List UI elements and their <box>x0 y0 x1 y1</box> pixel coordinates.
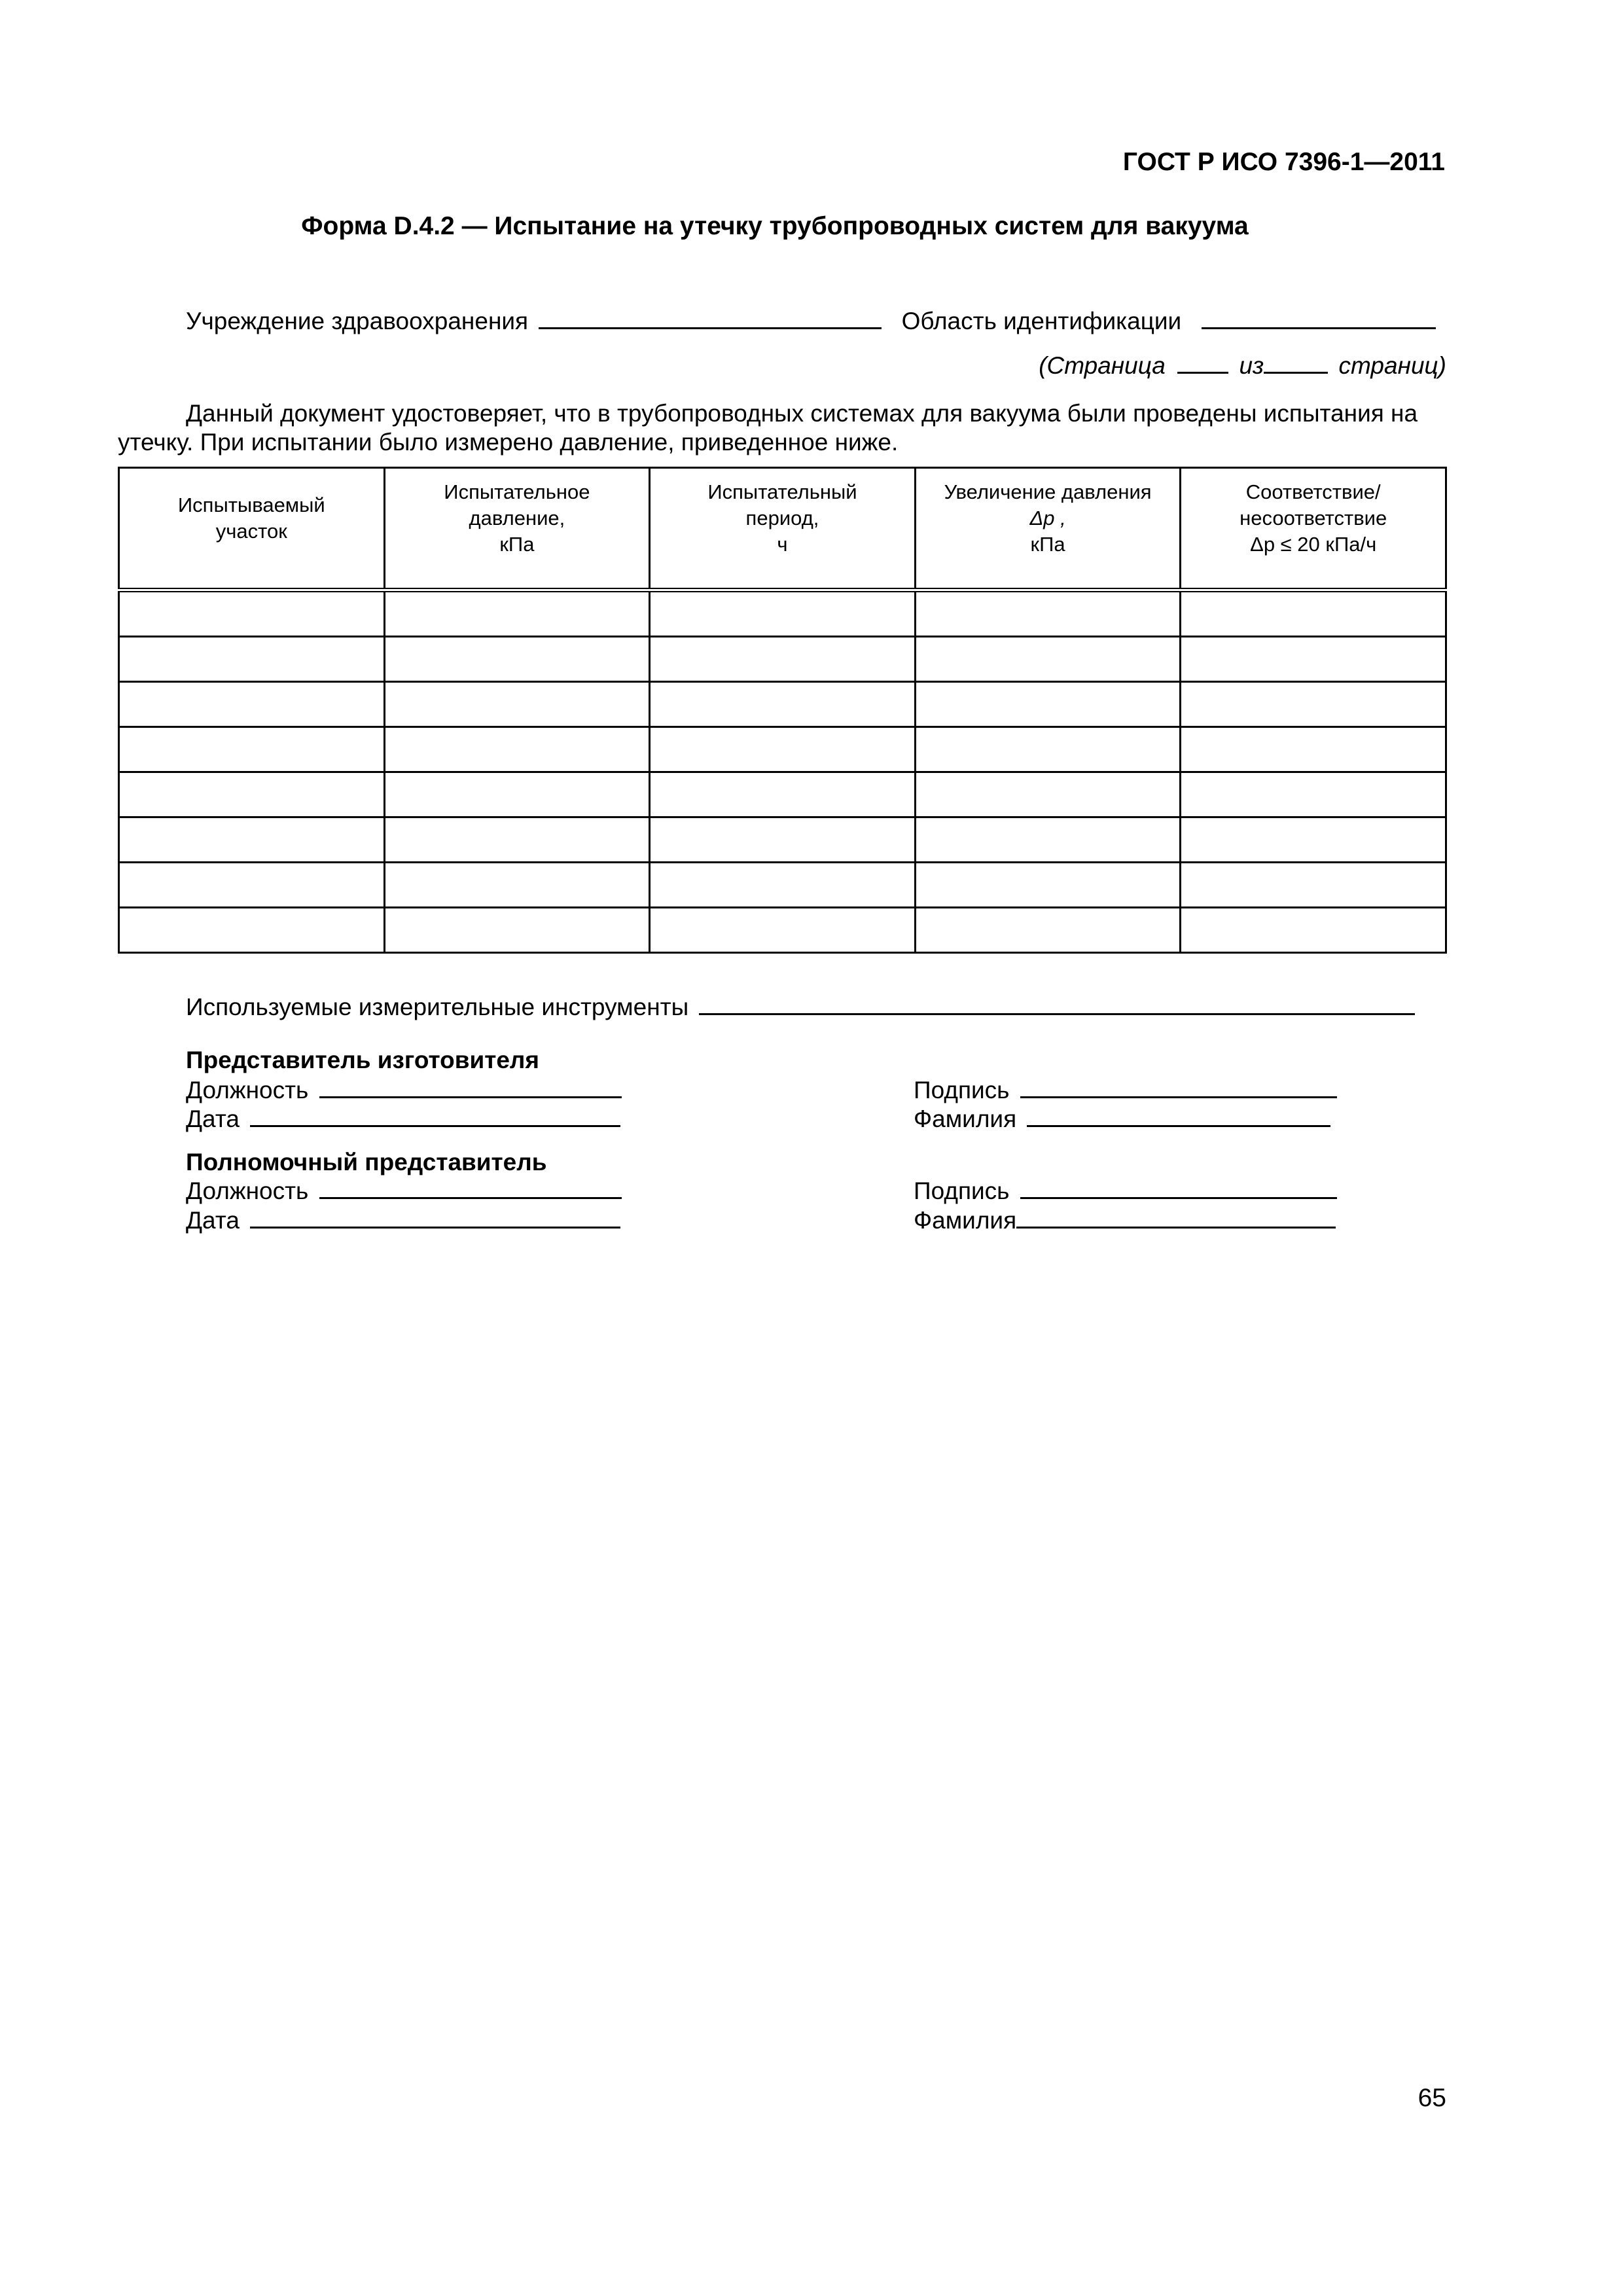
area-blank[interactable] <box>1202 308 1436 329</box>
table-cell[interactable] <box>384 817 650 863</box>
institution-label: Учреждение здравоохранения <box>186 308 529 334</box>
table-cell[interactable] <box>650 817 916 863</box>
table-cell[interactable] <box>1181 590 1446 637</box>
header-text: Испытательный <box>707 480 857 503</box>
manufacturer-surname-row <box>914 1105 1330 1134</box>
header-text: кПа <box>1030 533 1065 556</box>
page-number-blank[interactable] <box>1177 352 1228 374</box>
authorized-position-row <box>186 1177 622 1206</box>
header-pressure-increase <box>915 468 1181 590</box>
authorized-position-label: Должность <box>186 1177 309 1204</box>
page-close-label: страниц) <box>1338 352 1446 379</box>
header-text: участок <box>215 520 287 543</box>
table-row <box>119 590 1446 637</box>
authorized-date-row <box>186 1206 620 1235</box>
table-cell[interactable] <box>119 817 385 863</box>
table-cell[interactable] <box>1181 772 1446 817</box>
paragraph-line-1: Данный документ удостоверяет, что в трубопроводных системах для вакуума были проведены испытания на <box>186 400 1418 427</box>
header-text: Испытываемый <box>177 493 325 516</box>
header-text: ч <box>777 533 788 556</box>
table-row <box>119 817 1446 863</box>
header-text: Соответствие/ <box>1245 480 1381 503</box>
institution-row <box>186 307 1436 336</box>
table-cell[interactable] <box>384 908 650 953</box>
authorized-heading: Полномочный представитель <box>186 1149 547 1175</box>
table-cell[interactable] <box>915 637 1181 682</box>
table-cell[interactable] <box>1181 682 1446 727</box>
table-cell[interactable] <box>915 908 1181 953</box>
instruments-blank[interactable] <box>699 994 1415 1015</box>
header-test-period <box>650 468 916 590</box>
authorized-position-blank[interactable] <box>319 1177 622 1199</box>
header-text: давление, <box>469 507 565 529</box>
table-cell[interactable] <box>650 590 916 637</box>
table-cell[interactable] <box>1181 817 1446 863</box>
manufacturer-heading: Представитель изготовителя <box>186 1047 540 1073</box>
area-label: Область идентификации <box>901 308 1182 334</box>
institution-blank[interactable] <box>539 308 882 329</box>
table-row <box>119 682 1446 727</box>
authorized-signature-row <box>914 1177 1337 1206</box>
manufacturer-date-row <box>186 1105 620 1134</box>
authorized-signature-label: Подпись <box>914 1177 1010 1204</box>
table-cell[interactable] <box>650 863 916 908</box>
header-text: Увеличение давления <box>944 480 1152 503</box>
table-cell[interactable] <box>650 908 916 953</box>
header-text: период, <box>745 507 819 529</box>
instruments-label: Используемые измерительные инструменты <box>186 994 689 1020</box>
manufacturer-signature-blank[interactable] <box>1020 1077 1337 1098</box>
page-of-label: из <box>1239 352 1264 379</box>
header-text: Δp , <box>1029 507 1066 529</box>
form-title: Форма D.4.2 — Испытание на утечку трубопроводных систем для вакуума <box>301 212 1249 240</box>
authorized-surname-label: Фамилия <box>914 1207 1017 1234</box>
table-cell[interactable] <box>119 863 385 908</box>
leak-test-table <box>118 467 1447 954</box>
manufacturer-position-row <box>186 1076 622 1105</box>
page-open-label: (Страница <box>1039 352 1166 379</box>
table-cell[interactable] <box>384 590 650 637</box>
table-row <box>119 637 1446 682</box>
table-cell[interactable] <box>119 772 385 817</box>
page-count-row <box>1039 351 1446 380</box>
table-cell[interactable] <box>384 727 650 772</box>
table-cell[interactable] <box>650 772 916 817</box>
table-cell[interactable] <box>1181 727 1446 772</box>
table-body <box>119 590 1446 953</box>
paragraph-line-2: утечку. При испытании было измерено давление, приведенное ниже. <box>118 429 899 456</box>
table-cell[interactable] <box>384 637 650 682</box>
table-header-row <box>119 468 1446 590</box>
authorized-date-label: Дата <box>186 1207 240 1234</box>
table-cell[interactable] <box>915 590 1181 637</box>
authorized-signature-blank[interactable] <box>1020 1177 1337 1199</box>
table-row <box>119 908 1446 953</box>
standard-number: ГОСТ Р ИСО 7396-1—2011 <box>1122 148 1445 176</box>
table-cell[interactable] <box>119 908 385 953</box>
table-cell[interactable] <box>650 682 916 727</box>
table-cell[interactable] <box>1181 863 1446 908</box>
page-number: 65 <box>1418 2084 1446 2112</box>
page-total-blank[interactable] <box>1264 352 1328 374</box>
table-cell[interactable] <box>119 590 385 637</box>
manufacturer-position-blank[interactable] <box>319 1077 622 1098</box>
table-row <box>119 772 1446 817</box>
table-cell[interactable] <box>119 727 385 772</box>
table-cell[interactable] <box>915 772 1181 817</box>
header-test-pressure <box>384 468 650 590</box>
table-cell[interactable] <box>650 637 916 682</box>
manufacturer-signature-row <box>914 1076 1337 1105</box>
manufacturer-date-label: Дата <box>186 1105 240 1132</box>
header-compliance <box>1181 468 1446 590</box>
table-cell[interactable] <box>915 682 1181 727</box>
manufacturer-position-label: Должность <box>186 1077 309 1103</box>
header-text: Испытательное <box>444 480 590 503</box>
manufacturer-surname-blank[interactable] <box>1027 1105 1330 1127</box>
authorized-date-blank[interactable] <box>250 1207 620 1229</box>
manufacturer-surname-label: Фамилия <box>914 1105 1017 1132</box>
table-cell[interactable] <box>119 637 385 682</box>
table-cell[interactable] <box>650 727 916 772</box>
table-cell[interactable] <box>915 863 1181 908</box>
intro-paragraph <box>118 399 1445 457</box>
table-cell[interactable] <box>1181 908 1446 953</box>
header-test-section <box>119 468 385 590</box>
header-text: Δp ≤ 20 кПа/ч <box>1250 533 1377 556</box>
manufacturer-signature-label: Подпись <box>914 1077 1010 1103</box>
authorized-surname-blank[interactable] <box>1016 1207 1336 1229</box>
authorized-surname-row <box>914 1206 1336 1235</box>
header-text: несоответствие <box>1240 507 1387 529</box>
table-cell[interactable] <box>384 682 650 727</box>
table-cell[interactable] <box>384 863 650 908</box>
manufacturer-date-blank[interactable] <box>250 1105 620 1127</box>
table-cell[interactable] <box>915 817 1181 863</box>
header-text: кПа <box>499 533 535 556</box>
table-row <box>119 727 1446 772</box>
table-cell[interactable] <box>915 727 1181 772</box>
table-cell[interactable] <box>119 682 385 727</box>
table-cell[interactable] <box>384 772 650 817</box>
table-cell[interactable] <box>1181 637 1446 682</box>
instruments-row <box>186 993 1415 1022</box>
table-row <box>119 863 1446 908</box>
